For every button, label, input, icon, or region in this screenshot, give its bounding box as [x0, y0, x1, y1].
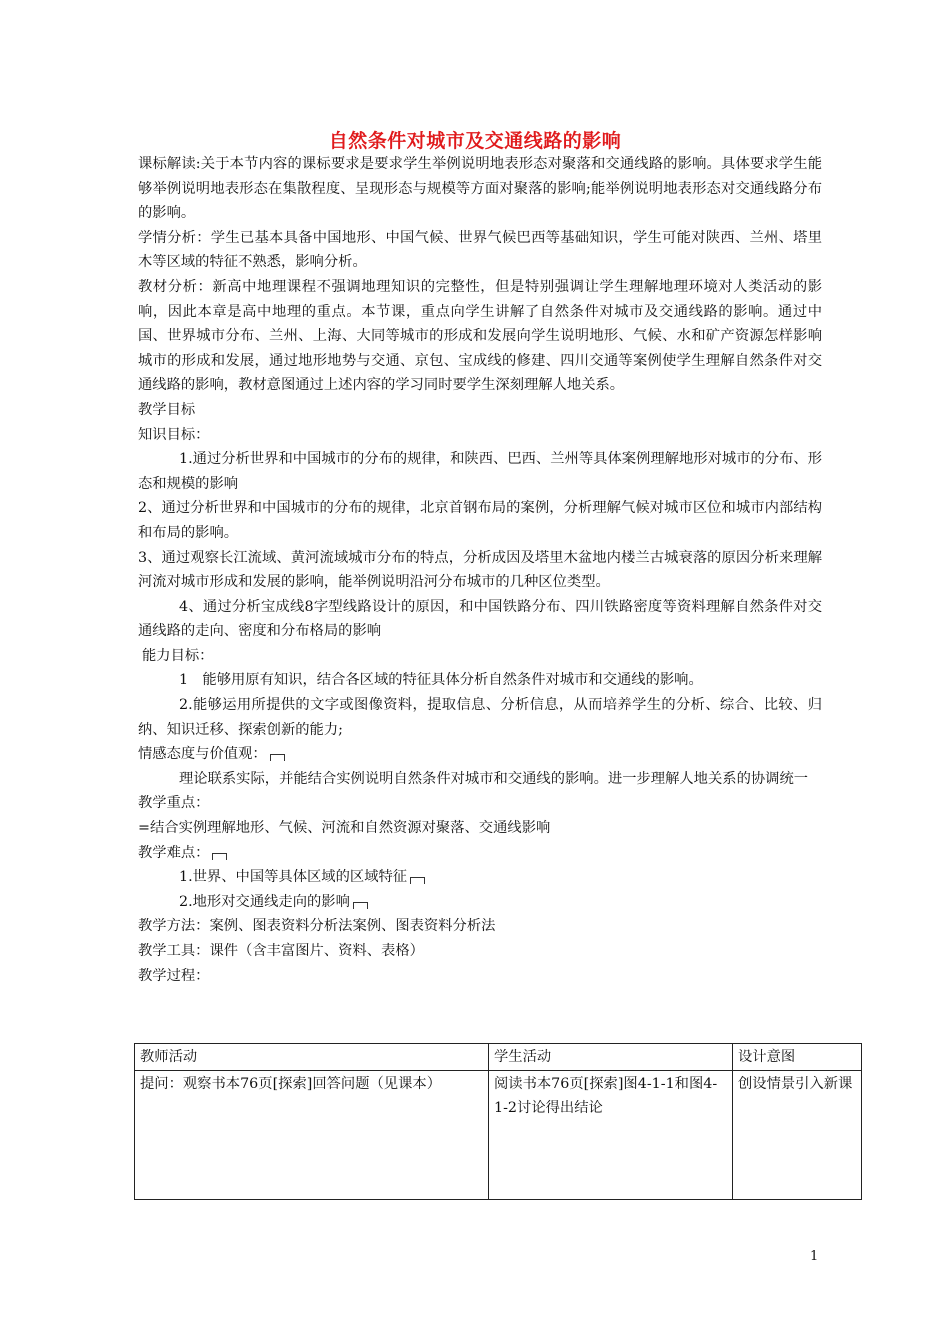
knowledge-goals-heading: 知识目标： [138, 426, 210, 443]
table-cell: 提问：观察书本76页[探索]回答问题（见课本） [135, 1071, 489, 1200]
student-analysis: 学情分析：学生已基本具备中国地形、中国气候、世界气候巴西等基础知识，学生可能对陕西、兰州、塔里木等区域的特征不熟悉，影响分析。 [138, 229, 822, 271]
difficulty-1: 1.世界、中国等具体区域的区域特征 [179, 869, 408, 886]
ability-goals-heading: 能力目标： [142, 647, 214, 664]
knowledge-goal-4: 4、通过分析宝成线8字型线路设计的原因，和中国铁路分布、四川铁路密度等资料理解自然条件对交通线路的走向、密度和分布格局的影响 [138, 598, 822, 640]
emotion-heading: 情感态度与价值观： [138, 746, 267, 763]
ability-goal-2: 2.能够运用所提供的文字或图像资料，提取信息、分析信息，从而培养学生的分析、综合、比较、归纳、知识迁移、探索创新的能力; [138, 697, 822, 738]
knowledge-goal-1: 1.通过分析世界和中国城市的分布的规律，和陕西、巴西、兰州等具体案例理解地形对城市的分布、形态和规模的影响 [138, 451, 822, 492]
page-number: 1 [810, 1249, 819, 1264]
teaching-goals-heading: 教学目标 [138, 401, 196, 418]
difficulty-2: 2.地形对交通线走向的影响 [179, 893, 350, 910]
difficulty-2-line [138, 890, 822, 915]
table-header-cell: 学生活动 [489, 1044, 733, 1071]
teaching-process-table [134, 1043, 862, 1200]
document-body [138, 152, 822, 988]
table-cell: 创设情景引入新课 [733, 1071, 862, 1200]
ability-goal-1: 1 能够用原有知识，结合各区域的特征具体分析自然条件对城市和交通线的影响。 [179, 672, 703, 689]
curriculum-reading: 课标解读:关于本节内容的课标要求是要求学生举例说明地表形态对聚落和交通线路的影响。具体要求学生能够举例说明地表形态在集散程度、呈现形态与规模等方面对聚落的影响;能举例说明地表形态对交通线路分布的影响。 [138, 156, 822, 222]
blank-mark [270, 754, 285, 761]
page-title: 自然条件对城市及交通线路的影响 [328, 130, 622, 152]
blank-mark [212, 853, 227, 860]
teaching-tools: 教学工具：课件（含丰富图片、资料、表格） [138, 943, 424, 959]
teaching-process-heading: 教学过程： [138, 967, 210, 984]
knowledge-goal-2: 2、通过分析世界和中国城市的分布的规律，北京首钢布局的案例，分析理解气候对城市区位和城市内部结构和布局的影响。 [138, 500, 822, 541]
emotion-heading-line [138, 742, 822, 767]
key-points-heading: 教学重点： [138, 795, 210, 812]
textbook-analysis: 教材分析：新高中地理课程不强调地理知识的完整性，但是特别强调让学生理解地理环境对人类活动的影响，因此本章是高中地理的重点。本节课，重点向学生讲解了自然条件对城市及交通线路的影响。通过中国、世界城市分布、兰州、上海、大同等城市的形成和发展向学生说明地形、气候、水和矿产资源怎样影响城市的形成和发展，通过地形地势与交通、京包、宝成线的修建、四川交通等案例使学生理解自然条件对交通线路的影响，教材意图通过上述内容的学习同时要学生深刻理解人地关系。 [138, 278, 822, 394]
difficulty-1-line [138, 865, 822, 890]
teaching-methods: 教学方法：案例、图表资料分析法案例、图表资料分析法 [138, 918, 496, 935]
difficulties-heading: 教学难点： [138, 844, 210, 861]
blank-mark [353, 902, 368, 909]
blank-mark [410, 877, 425, 884]
knowledge-goal-3: 3、通过观察长江流域、黄河流域城市分布的特点，分析成因及塔里木盆地内楼兰古城衰落的原因分析来理解河流对城市形成和发展的影响，能举例说明沿河分布城市的几种区位类型。 [138, 549, 822, 591]
table-header-cell: 设计意图 [733, 1044, 862, 1071]
table-cell: 阅读书本76页[探索]图4-1-1和图4-1-2讨论得出结论 [489, 1071, 733, 1200]
table-header-cell: 教师活动 [135, 1044, 489, 1071]
emotion-goal-1: 理论联系实际，并能结合实例说明自然条件对城市和交通线的影响。进一步理解人地关系的协调统一 [179, 770, 809, 787]
table-header-row [135, 1044, 862, 1071]
key-point-1: =结合实例理解地形、气候、河流和自然资源对聚落、交通线影响 [138, 820, 551, 837]
table-row [135, 1071, 862, 1200]
difficulties-heading-line [138, 841, 822, 866]
